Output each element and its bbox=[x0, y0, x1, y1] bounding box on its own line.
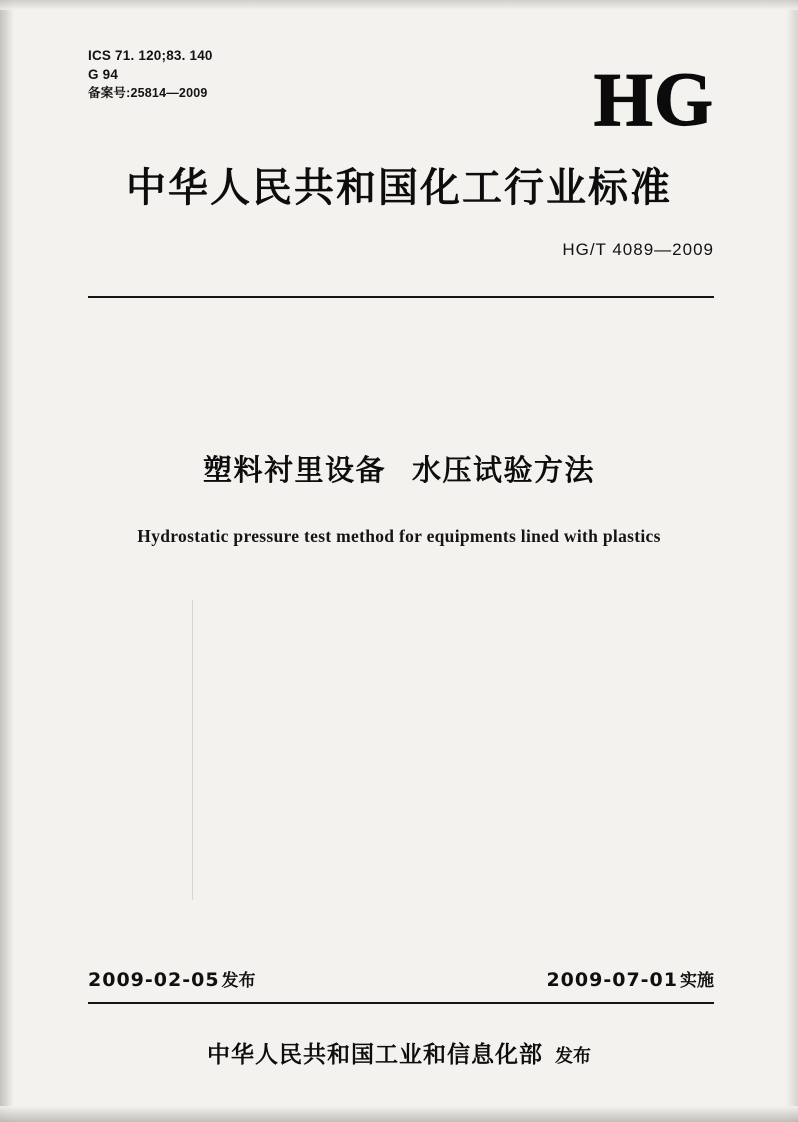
classification-code: G 94 bbox=[88, 67, 119, 82]
document-title-cn-part1: 塑料衬里设备 bbox=[202, 453, 386, 487]
standard-number: HG/T 4089—2009 bbox=[562, 240, 714, 259]
header-divider bbox=[88, 296, 714, 298]
scan-edge-top bbox=[0, 0, 798, 10]
ics-code: ICS 71. 120;83. 140 bbox=[88, 48, 213, 63]
record-number: 备案号:25814—2009 bbox=[88, 86, 208, 100]
effective-date-group bbox=[546, 966, 714, 991]
scan-edge-bottom bbox=[0, 1106, 798, 1122]
issuer-line bbox=[0, 1036, 798, 1069]
footer-divider bbox=[88, 1002, 714, 1004]
issuer-action: 发布 bbox=[555, 1046, 591, 1067]
dates-row bbox=[88, 966, 714, 991]
issuer-name: 中华人民共和国工业和信息化部 bbox=[207, 1042, 543, 1068]
document-title-en: Hydrostatic pressure test method for equipments lined with plastics bbox=[137, 526, 661, 546]
issue-date-group bbox=[88, 966, 256, 991]
effective-date: 2009-07-01 bbox=[546, 969, 678, 991]
issue-date: 2009-02-05 bbox=[88, 969, 220, 991]
page-fold-line bbox=[192, 600, 193, 900]
document-title-cn bbox=[0, 448, 798, 489]
effective-label: 实施 bbox=[680, 971, 714, 991]
issue-label: 发布 bbox=[221, 971, 256, 991]
ics-metadata-block bbox=[88, 46, 213, 103]
hg-logo: HG bbox=[593, 58, 714, 142]
series-title: 中华人民共和国化工行业标准 bbox=[126, 165, 672, 211]
document-title-cn-part2: 水压试验方法 bbox=[412, 453, 596, 487]
